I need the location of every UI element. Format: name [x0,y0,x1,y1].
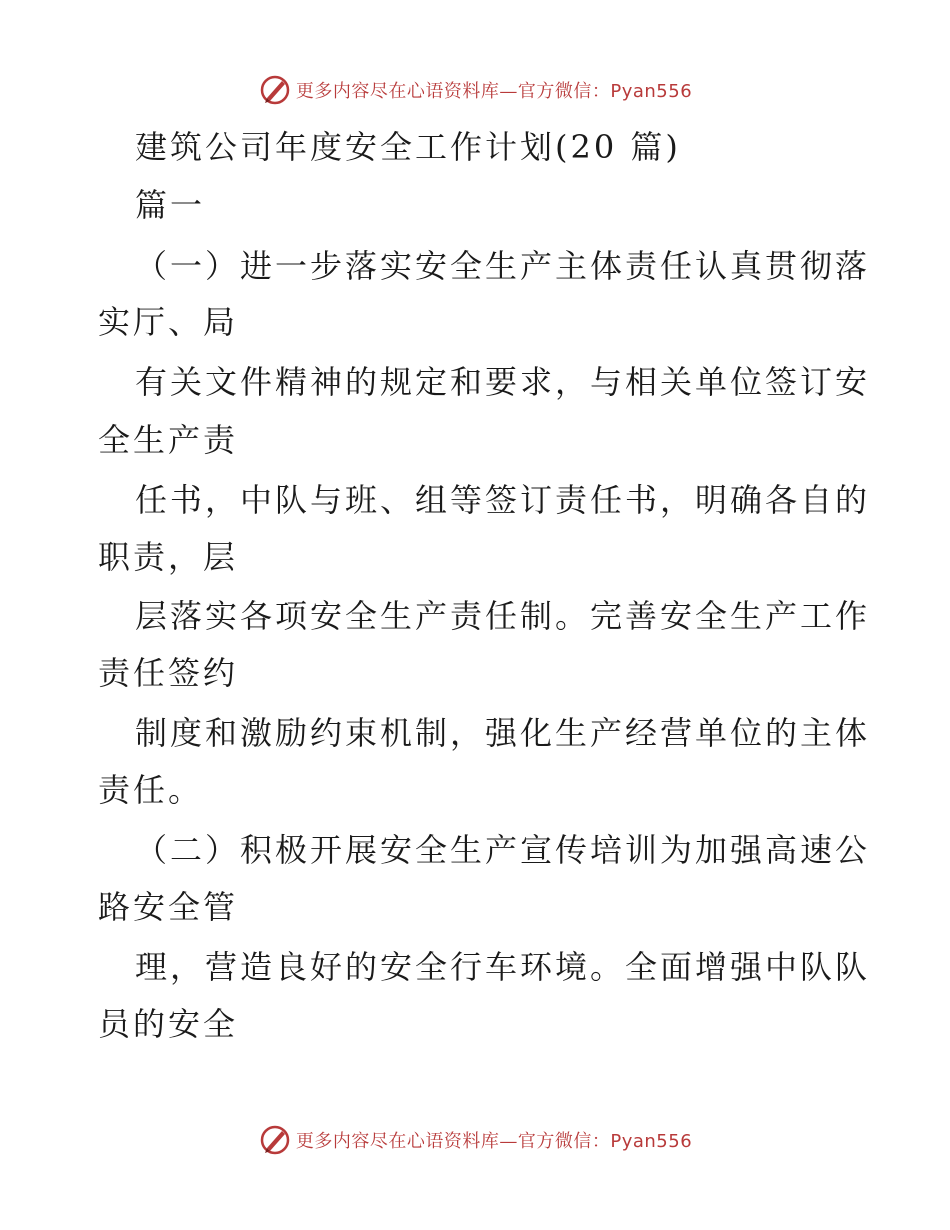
footer-banner [0,1120,950,1160]
paragraph-line: 实厅、局 [98,303,239,341]
paragraph-line: （一）进一步落实安全生产主体责任认真贯彻落 [135,247,871,285]
section-heading: 篇一 [135,186,206,224]
paragraph-line: 责任签约 [98,654,239,692]
banner-text: 更多内容尽在心语资料库—官方微信：Pyan556 [295,1131,693,1152]
paragraph-line: 责任。 [98,771,204,809]
paragraph-line: 理，营造良好的安全行车环境。全面增强中队队 [135,948,871,986]
paragraph-line: 职责，层 [98,538,239,576]
paragraph-line: 制度和激励约束机制，强化生产经营单位的主体 [135,714,871,752]
pen-logo-icon [258,73,292,107]
paragraph-line: 层落实各项安全生产责任制。完善安全生产工作 [135,597,871,635]
paragraph-line: 任书，中队与班、组等签订责任书，明确各自的 [135,481,871,519]
paragraph-line: 员的安全 [98,1005,239,1043]
paragraph-line: 路安全管 [98,888,239,926]
header-banner [0,70,950,110]
pen-logo-icon [258,1123,292,1157]
document-title: 建筑公司年度安全工作计划(20 篇) [135,128,681,166]
banner-text: 更多内容尽在心语资料库—官方微信：Pyan556 [295,81,693,102]
paragraph-line: 全生产责 [98,421,239,459]
paragraph-line: 有关文件精神的规定和要求，与相关单位签订安 [135,363,871,401]
paragraph-line: （二）积极开展安全生产宣传培训为加强高速公 [135,831,871,869]
